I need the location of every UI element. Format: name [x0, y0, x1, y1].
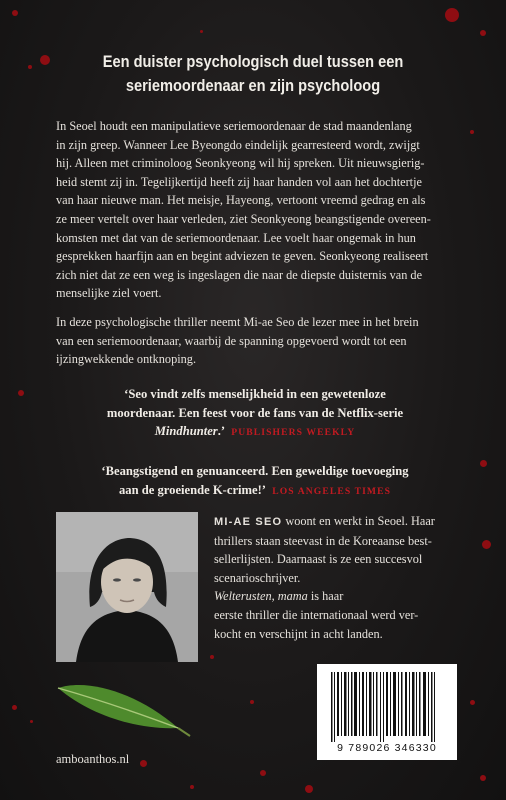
isbn-number: 9 789026 346330 [337, 742, 437, 754]
isbn-barcode [317, 664, 457, 760]
barcode-bars [327, 672, 447, 742]
quote-line: ‘Seo vindt zelfs menselijkheid in een gewetenloze [124, 387, 386, 401]
text-line: kocht en verschijnt in acht landen. [214, 626, 383, 641]
quote-line: aan de groeiende K-crime!’ [119, 482, 266, 497]
text-line: is haar [307, 589, 344, 604]
quote-line: .’ [217, 424, 225, 439]
author-photo [56, 512, 198, 662]
quote-source: LOS ANGELES TIMES [272, 485, 391, 497]
text-line: scenarioschrijver. [214, 570, 301, 585]
book-title: Welterusten, mama [214, 589, 308, 604]
text-line: thrillers staan steevast in de Koreaanse best- [214, 533, 432, 548]
text-line: In deze psychologische thriller neemt Mi-ae Seo de lezer mee in het brein [56, 315, 419, 329]
tagline-line: seriemoordenaar en zijn psycholoog [125, 76, 381, 95]
publisher-website[interactable]: amboanthos.nl [56, 752, 130, 766]
text-line: in zijn greep. Wanneer Lee Byeongdo eindelijk gearresteerd wordt, zwijgt [56, 137, 420, 152]
author-name: MI-AE SEO [214, 516, 283, 528]
tagline-line: Een duister psychologisch duel tussen een [102, 52, 404, 71]
quote-line: moordenaar. Een feest voor de fans van de Netflix-serie [106, 405, 404, 420]
review-quote-1 [56, 385, 454, 443]
text-line: eerste thriller die internationaal werd ver- [214, 607, 419, 622]
review-quote-2 [56, 462, 454, 501]
blurb-paragraph-1 [56, 117, 454, 303]
text-line: menselijke ziel voert. [56, 286, 162, 301]
text-line: komsten met dat van de seriemoordenaar. Lee voelt haar ongemak in hun [56, 230, 416, 245]
text-line: In Seoel houdt een manipulatieve seriemoordenaar de stad maandenlang [56, 119, 412, 133]
quote-line: ‘Beangstigend en genuanceerd. Een geweldige toevoeging [101, 464, 409, 478]
text-line: sellerlijsten. Daarnaast is ze een succesvol [214, 552, 423, 567]
leaf-illustration [48, 668, 198, 748]
text-line: van haar nieuwe man. Het meisje, Hayeong, vertoont vreemd gedrag en als [56, 193, 426, 208]
text-line: zich niet dat ze een weg is ingeslagen die naar de diepste duisternis van de [56, 267, 423, 282]
quote-source: PUBLISHERS WEEKLY [231, 427, 356, 439]
text-line: gesprekken haarfijn aan en begint adviezen te geven. Seonkyeong realiseert [56, 249, 429, 264]
text-line: van een seriemoordenaar, waarbij de spanning opgevoerd wordt tot een [56, 333, 407, 348]
text-line: woont en werkt in Seoel. Haar [282, 514, 435, 528]
text-line: ze meer vertelt over haar verleden, ziet Seonkyeong beangstigende overeen- [56, 211, 431, 226]
text-line: heid stemt zij in. Tegelijkertijd heeft zij haar handen vol aan het dochtertje [56, 174, 422, 189]
text-line: hij. Alleen met criminoloog Seonkyeong wil hij spreken. Uit nieuwsgierig- [56, 156, 425, 171]
quote-title: Mindhunter [154, 424, 218, 439]
blurb-paragraph-2 [56, 313, 454, 369]
tagline [87, 50, 419, 98]
text-line: ijzingwekkende ontknoping. [56, 352, 197, 367]
author-bio [214, 512, 464, 643]
